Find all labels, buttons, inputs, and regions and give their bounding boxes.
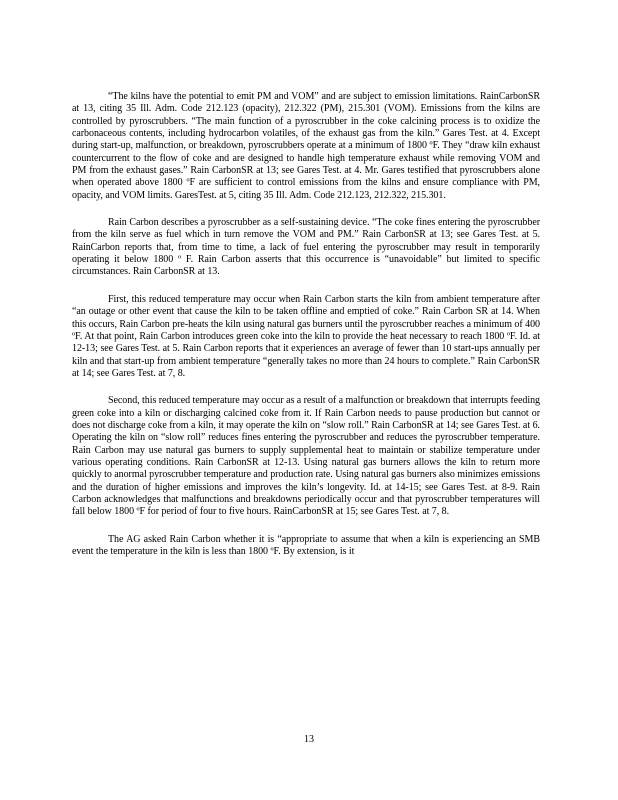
page-number: 13 [304,734,314,745]
paragraph-emission-limitations: “The kilns have the potential to emit PM and VOM” and are subject to emission limitations. RainCarbonSR at 13, citing 35 Ill. Adm. Code 212.123 (opacity), 212.322 (PM), 215.301 (VOM). Emissions from the kilns are controlled by pyroscrubbers. “The main function of a pyroscrubber in the coke calcining process is to oxidize the carbonaceous contents, including hydrocarbon volatiles, of the exhaust gas from the kiln.” Gares Test. at 4. Except during start-up, malfunction, or breakdown, pyroscrubbers operate at a minimum of 1800 ºF. They “draw kiln exhaust countercurrent to the flow of coke and are designed to handle high temperature exhaust while removing VOM and PM from the exhaust gases.” Rain CarbonSR at 13; see Gares Test. at 4. Mr. Gares testified that pyroscrubbers alone when operated above 1800 ºF are sufficient to control emissions from the kilns and ensure compliance with PM, opacity, and VOM limits. GaresTest. at 5, citing 35 Ill. Adm. Code 212.123, 212.322, 215.301. [72,91,540,201]
paragraph-ag-question: The AG asked Rain Carbon whether it is “appropriate to assume that when a kiln is experiencing an SMB event the temperature in the kiln is less than 1800 ºF. By extension, is it [72,533,540,557]
paragraph-startup-from-ambient: First, this reduced temperature may occur when Rain Carbon starts the kiln from ambient temperature after “an outage or other event that cause the kiln to be taken offline and emptied of coke.” Rain Carbon SR at 14. When this occurs, Rain Carbon pre-heats the kiln using natural gas burners until the pyroscrubber reaches a minimum of 400 ºF. At that point, Rain Carbon introduces green coke into the kiln to provide the heat necessary to reach 1800 ºF. Id. at 12-13; see Gares Test. at 5. Rain Carbon reports that it experiences an average of fewer than 10 start-ups annually per kiln and that start-up from ambient temperature “generally takes no more than 24 hours to complete.” Rain CarbonSR at 14; see Gares Test. at 7, 8. [72,293,540,379]
body-text [72,91,540,573]
paragraph-malfunction-breakdown: Second, this reduced temperature may occur as a result of a malfunction or breakdown that interrupts feeding green coke into a kiln or discharging calcined coke from it. If Rain Carbon needs to pause production but cannot or does not discharge coke from a kiln, it may operate the kiln on “slow roll.” Rain CarbonSR at 14; see Gares Test. at 6. Operating the kiln on “slow roll” reduces fines entering the pyroscrubber and reduces the pyroscrubber temperature. Rain Carbon may use natural gas burners to supply supplemental heat to maintain or stabilize temperature under various operating conditions. Rain CarbonSR at 12-13. Using natural gas burners allows the kiln to return more quickly to anormal pyroscrubber temperature and production rate. Using natural gas burners also minimizes emissions and the duration of higher emissions and improves the kiln’s longevity. Id. at 14-15; see Gares Test. at 8-9. Rain Carbon acknowledges that malfunctions and breakdowns periodically occur and that pyroscrubber temperatures will fall below 1800 ºF for period of four to five hours. RainCarbonSR at 15; see Gares Test. at 7, 8. [72,395,540,518]
paragraph-self-sustaining-device: Rain Carbon describes a pyroscrubber as a self-sustaining device. “The coke fines entering the pyroscrubber from the kiln serve as fuel which in turn remove the VOM and PM.” Rain CarbonSR at 13; see Gares Test. at 5. RainCarbon reports that, from time to time, a lack of fuel entering the pyroscrubber may result in temporarily operating it below 1800 º F. Rain Carbon asserts that this occurrence is “unavoidable” but limited to specific circumstances. Rain CarbonSR at 13. [72,217,540,278]
